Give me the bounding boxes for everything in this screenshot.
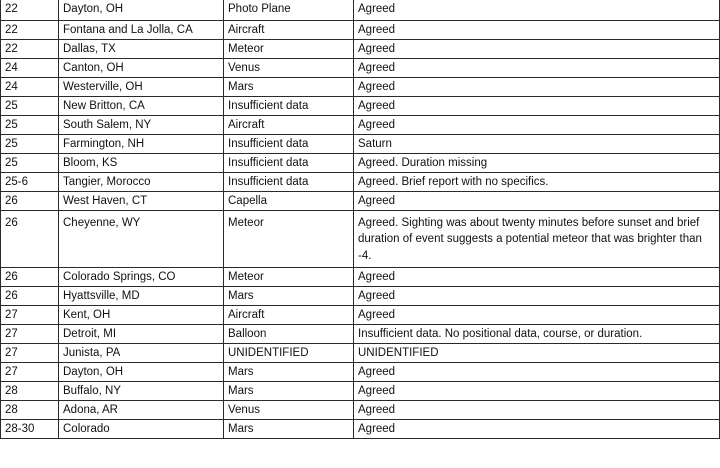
comments-cell: Agreed <box>354 419 720 438</box>
location-cell: Buffalo, NY <box>59 381 224 400</box>
location-cell: Dayton, OH <box>59 0 224 20</box>
date-cell: 26 <box>1 267 59 286</box>
table-row <box>1 153 720 172</box>
comments-cell: Agreed <box>354 115 720 134</box>
comments-cell: Agreed <box>354 362 720 381</box>
location-cell: Junista, PA <box>59 343 224 362</box>
date-cell: 27 <box>1 305 59 324</box>
evaluation-cell: Insufficient data <box>224 96 354 115</box>
location-cell: Adona, AR <box>59 400 224 419</box>
evaluation-cell: Meteor <box>224 39 354 58</box>
table-row <box>1 39 720 58</box>
comments-cell: Agreed <box>354 39 720 58</box>
location-cell: New Britton, CA <box>59 96 224 115</box>
table-row <box>1 267 720 286</box>
comments-cell: Agreed. Brief report with no specifics. <box>354 172 720 191</box>
location-cell: Hyattsville, MD <box>59 286 224 305</box>
evaluation-cell: Capella <box>224 191 354 210</box>
table-row <box>1 400 720 419</box>
location-cell: Dallas, TX <box>59 39 224 58</box>
date-cell: 24 <box>1 77 59 96</box>
evaluation-cell: Aircraft <box>224 115 354 134</box>
comments-cell: Agreed <box>354 381 720 400</box>
table-row <box>1 305 720 324</box>
evaluation-cell: Mars <box>224 286 354 305</box>
table-row <box>1 172 720 191</box>
comments-cell: Agreed <box>354 400 720 419</box>
evaluation-cell: Meteor <box>224 210 354 267</box>
date-cell: 25 <box>1 153 59 172</box>
location-cell: Cheyenne, WY <box>59 210 224 267</box>
location-cell: Tangier, Morocco <box>59 172 224 191</box>
comments-cell: Agreed <box>354 191 720 210</box>
sightings-table-body <box>1 0 720 438</box>
comments-cell: Saturn <box>354 134 720 153</box>
comments-cell: Agreed <box>354 20 720 39</box>
table-row <box>1 343 720 362</box>
location-cell: Fontana and La Jolla, CA <box>59 20 224 39</box>
comments-cell: Agreed <box>354 286 720 305</box>
date-cell: 28-30 <box>1 419 59 438</box>
evaluation-cell: Mars <box>224 381 354 400</box>
location-cell: Colorado <box>59 419 224 438</box>
evaluation-cell: Venus <box>224 58 354 77</box>
evaluation-cell: Mars <box>224 419 354 438</box>
comments-cell: Insufficient data. No positional data, course, or duration. <box>354 324 720 343</box>
date-cell: 28 <box>1 381 59 400</box>
table-row <box>1 381 720 400</box>
table-row <box>1 191 720 210</box>
comments-cell: Agreed. Sighting was about twenty minutes before sunset and brief duration of event suggests a potential meteor that was brighter than -4. <box>354 210 720 267</box>
date-cell: 22 <box>1 0 59 20</box>
date-cell: 24 <box>1 58 59 77</box>
date-cell: 22 <box>1 20 59 39</box>
table-row <box>1 210 720 267</box>
date-cell: 25 <box>1 115 59 134</box>
date-cell: 25 <box>1 96 59 115</box>
date-cell: 27 <box>1 362 59 381</box>
evaluation-cell: Photo Plane <box>224 0 354 20</box>
table-row <box>1 77 720 96</box>
evaluation-cell: Balloon <box>224 324 354 343</box>
date-cell: 25-6 <box>1 172 59 191</box>
location-cell: Detroit, MI <box>59 324 224 343</box>
date-cell: 22 <box>1 39 59 58</box>
location-cell: Kent, OH <box>59 305 224 324</box>
evaluation-cell: Venus <box>224 400 354 419</box>
comments-cell: Agreed <box>354 96 720 115</box>
date-cell: 28 <box>1 400 59 419</box>
date-cell: 27 <box>1 343 59 362</box>
date-cell: 26 <box>1 191 59 210</box>
date-cell: 25 <box>1 134 59 153</box>
comments-cell: UNIDENTIFIED <box>354 343 720 362</box>
location-cell: Westerville, OH <box>59 77 224 96</box>
date-cell: 26 <box>1 210 59 267</box>
evaluation-cell: Aircraft <box>224 20 354 39</box>
table-row <box>1 96 720 115</box>
location-cell: Farmington, NH <box>59 134 224 153</box>
location-cell: South Salem, NY <box>59 115 224 134</box>
table-row <box>1 362 720 381</box>
table-row <box>1 134 720 153</box>
evaluation-cell: Meteor <box>224 267 354 286</box>
location-cell: Dayton, OH <box>59 362 224 381</box>
comments-cell: Agreed <box>354 58 720 77</box>
location-cell: Bloom, KS <box>59 153 224 172</box>
comments-cell: Agreed <box>354 77 720 96</box>
date-cell: 27 <box>1 324 59 343</box>
evaluation-cell: UNIDENTIFIED <box>224 343 354 362</box>
table-row <box>1 115 720 134</box>
table-row <box>1 20 720 39</box>
evaluation-cell: Mars <box>224 77 354 96</box>
date-cell: 26 <box>1 286 59 305</box>
table-row <box>1 419 720 438</box>
table-row <box>1 324 720 343</box>
location-cell: Canton, OH <box>59 58 224 77</box>
evaluation-cell: Insufficient data <box>224 153 354 172</box>
evaluation-cell: Mars <box>224 362 354 381</box>
location-cell: Colorado Springs, CO <box>59 267 224 286</box>
comments-cell: Agreed <box>354 305 720 324</box>
location-cell: West Haven, CT <box>59 191 224 210</box>
evaluation-cell: Insufficient data <box>224 134 354 153</box>
comments-cell: Agreed. Duration missing <box>354 153 720 172</box>
comments-cell: Agreed <box>354 267 720 286</box>
table-row <box>1 286 720 305</box>
table-row <box>1 0 720 20</box>
evaluation-cell: Aircraft <box>224 305 354 324</box>
evaluation-cell: Insufficient data <box>224 172 354 191</box>
table-row <box>1 58 720 77</box>
comments-cell: Agreed <box>354 0 720 20</box>
